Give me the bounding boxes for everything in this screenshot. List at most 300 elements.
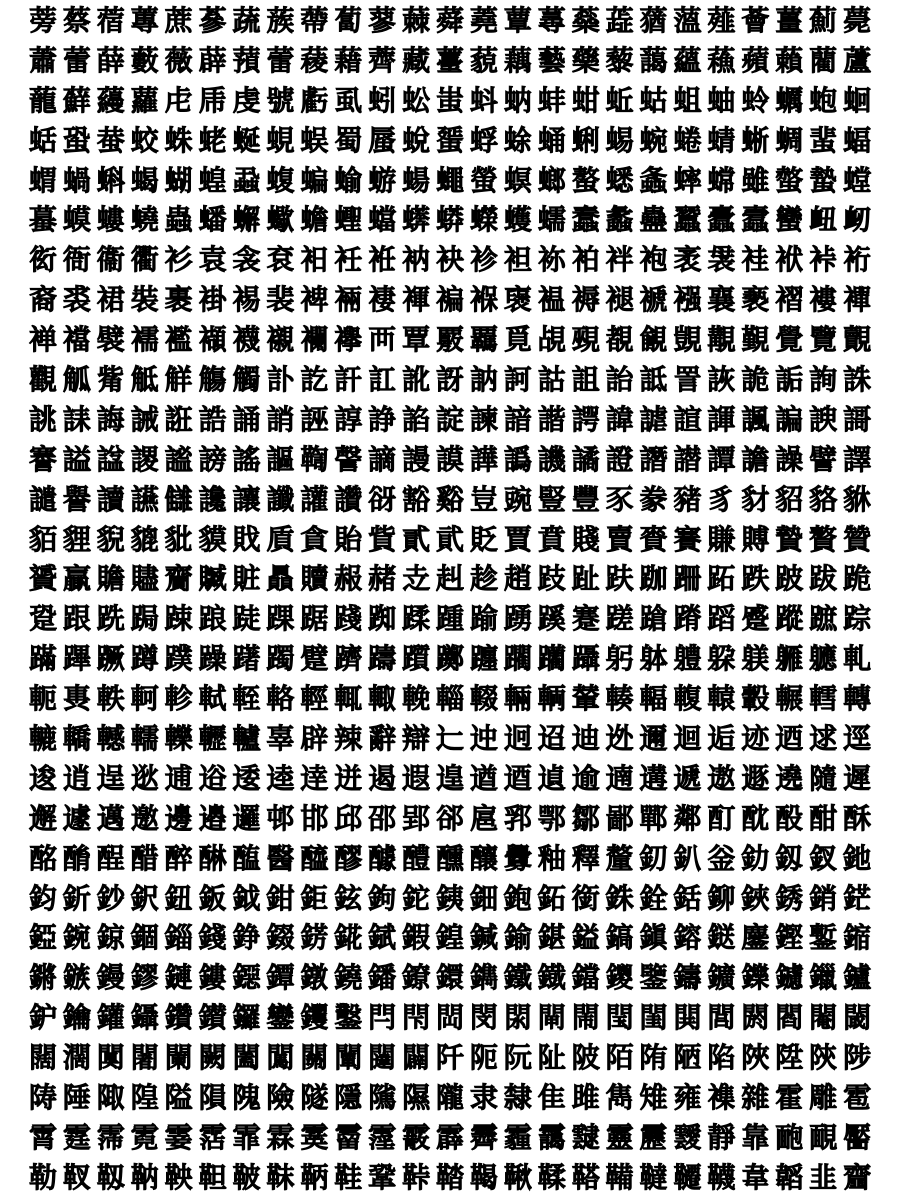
glyph-cell: 賣	[605, 522, 634, 556]
glyph-cell: 闔	[232, 1041, 261, 1075]
glyph-cell: 銹	[775, 881, 804, 915]
glyph-cell: 轅	[707, 682, 736, 716]
glyph-cell: 豈	[469, 482, 498, 516]
glyph-cell: 蓴	[130, 3, 159, 37]
glyph-cell: 錺	[300, 921, 329, 955]
glyph-cell: 錮	[130, 921, 159, 955]
glyph-cell: 霖	[266, 1120, 295, 1154]
glyph-cell: 軣	[62, 682, 91, 716]
glyph-cell: 谺	[368, 482, 397, 516]
glyph-cell: 閂	[368, 1001, 397, 1035]
glyph-cell: 蛬	[96, 123, 125, 157]
glyph-row	[26, 958, 874, 998]
glyph-cell: 蟲	[164, 203, 193, 237]
glyph-cell: 闕	[198, 1041, 227, 1075]
glyph-cell: 藹	[639, 43, 668, 77]
glyph-cell: 襪	[232, 323, 261, 357]
glyph-cell: 鑪	[843, 961, 872, 995]
glyph-cell: 蹙	[741, 602, 770, 636]
glyph-cell: 襌	[843, 283, 872, 317]
glyph-cell: 豼	[164, 522, 193, 556]
glyph-cell: 裹	[164, 283, 193, 317]
glyph-cell: 軾	[198, 682, 227, 716]
glyph-cell: 覦	[639, 323, 668, 357]
glyph-cell: 鏖	[741, 921, 770, 955]
glyph-cell: 濶	[62, 1041, 91, 1075]
glyph-cell: 薊	[809, 3, 838, 37]
glyph-cell: 贏	[62, 562, 91, 596]
glyph-cell: 閊	[436, 1001, 465, 1035]
glyph-cell: 鞅	[164, 1160, 193, 1194]
glyph-cell: 閖	[503, 1001, 532, 1035]
glyph-cell: 襦	[130, 323, 159, 357]
glyph-row	[26, 918, 874, 958]
glyph-cell: 袍	[639, 243, 668, 277]
glyph-cell: 閙	[571, 1001, 600, 1035]
glyph-row	[26, 1118, 874, 1158]
glyph-cell: 靨	[843, 1120, 872, 1154]
glyph-cell: 鐶	[436, 961, 465, 995]
glyph-cell: 褂	[198, 283, 227, 317]
glyph-cell: 贅	[809, 522, 838, 556]
glyph-cell: 鑛	[707, 961, 736, 995]
glyph-cell: 觴	[198, 362, 227, 396]
glyph-cell: 乕	[198, 83, 227, 117]
glyph-cell: 覬	[673, 323, 702, 357]
glyph-cell: 覊	[469, 323, 498, 357]
glyph-cell: 鑵	[96, 1001, 125, 1035]
glyph-cell: 迪	[571, 721, 600, 755]
glyph-cell: 蠧	[741, 203, 770, 237]
glyph-cell: 蚓	[368, 83, 397, 117]
glyph-cell: 軈	[809, 642, 838, 676]
glyph-cell: 鑚	[198, 1001, 227, 1035]
glyph-cell: 鎭	[639, 921, 668, 955]
glyph-cell: 閻	[775, 1001, 804, 1035]
glyph-cell: 躱	[707, 642, 736, 676]
glyph-cell: 遖	[605, 761, 634, 795]
glyph-cell: 軆	[673, 642, 702, 676]
glyph-cell: 鐐	[402, 961, 431, 995]
glyph-cell: 閔	[469, 1001, 498, 1035]
glyph-cell: 蕭	[28, 43, 57, 77]
glyph-cell: 靦	[809, 1120, 838, 1154]
glyph-cell: 鈬	[130, 881, 159, 915]
glyph-cell: 譽	[62, 482, 91, 516]
glyph-cell: 迸	[334, 761, 363, 795]
glyph-cell: 螂	[537, 163, 566, 197]
glyph-cell: 詛	[571, 362, 600, 396]
glyph-cell: 鞨	[469, 1160, 498, 1194]
glyph-cell: 跿	[232, 602, 261, 636]
glyph-cell: 邨	[266, 801, 295, 835]
glyph-cell: 輾	[775, 682, 804, 716]
glyph-cell: 訝	[436, 362, 465, 396]
glyph-cell: 蔟	[266, 3, 295, 37]
glyph-cell: 雎	[571, 1080, 600, 1114]
glyph-cell: 衞	[96, 243, 125, 277]
glyph-cell: 藐	[469, 43, 498, 77]
glyph-cell: 豐	[571, 482, 600, 516]
glyph-cell: 襾	[368, 323, 397, 357]
glyph-cell: 靄	[537, 1120, 566, 1154]
glyph-cell: 鞆	[300, 1160, 329, 1194]
glyph-cell: 跂	[537, 562, 566, 596]
glyph-row	[26, 161, 874, 201]
glyph-cell: 蜒	[232, 123, 261, 157]
glyph-cell: 褸	[809, 283, 838, 317]
glyph-cell: 醢	[232, 841, 261, 875]
glyph-row	[26, 440, 874, 480]
glyph-cell: 蘋	[741, 43, 770, 77]
glyph-cell: 跼	[130, 602, 159, 636]
glyph-cell: 霪	[368, 1120, 397, 1154]
glyph-cell: 藥	[571, 43, 600, 77]
glyph-cell: 諂	[402, 402, 431, 436]
glyph-row	[26, 998, 874, 1038]
glyph-cell: 靂	[639, 1120, 668, 1154]
glyph-cell: 蹼	[164, 642, 193, 676]
glyph-row	[26, 200, 874, 240]
glyph-row	[26, 679, 874, 719]
glyph-cell: 雖	[741, 163, 770, 197]
glyph-cell: 薤	[707, 3, 736, 37]
glyph-cell: 鐡	[537, 961, 566, 995]
glyph-cell: 蟠	[198, 203, 227, 237]
glyph-cell: 阨	[469, 1041, 498, 1075]
glyph-cell: 螯	[571, 163, 600, 197]
glyph-cell: 鎰	[571, 921, 600, 955]
glyph-cell: 隸	[503, 1080, 532, 1114]
glyph-cell: 鏝	[96, 961, 125, 995]
glyph-cell: 逍	[62, 761, 91, 795]
glyph-cell: 蝎	[130, 163, 159, 197]
glyph-cell: 輳	[605, 682, 634, 716]
glyph-cell: 蕣	[436, 3, 465, 37]
glyph-cell: 鑒	[639, 961, 668, 995]
glyph-cell: 褄	[368, 283, 397, 317]
glyph-cell: 靜	[707, 1120, 736, 1154]
glyph-cell: 霾	[503, 1120, 532, 1154]
glyph-cell: 赧	[334, 562, 363, 596]
glyph-cell: 蛯	[198, 123, 227, 157]
glyph-cell: 辣	[334, 721, 363, 755]
glyph-cell: 誑	[164, 402, 193, 436]
glyph-cell: 迹	[741, 721, 770, 755]
glyph-cell: 鈞	[28, 881, 57, 915]
glyph-cell: 蹤	[775, 602, 804, 636]
glyph-cell: 鏥	[843, 921, 872, 955]
glyph-cell: 鑰	[62, 1001, 91, 1035]
glyph-cell: 阯	[537, 1041, 566, 1075]
glyph-cell: 銜	[571, 881, 600, 915]
glyph-cell: 譌	[503, 442, 532, 476]
glyph-cell: 陞	[775, 1041, 804, 1075]
glyph-cell: 轂	[741, 682, 770, 716]
glyph-cell: 褪	[605, 283, 634, 317]
glyph-cell: 躋	[334, 642, 363, 676]
glyph-cell: 隶	[469, 1080, 498, 1114]
glyph-cell: 蝠	[843, 123, 872, 157]
glyph-cell: 謠	[232, 442, 261, 476]
glyph-cell: 褓	[469, 283, 498, 317]
glyph-cell: 蜻	[707, 123, 736, 157]
glyph-cell: 銖	[605, 881, 634, 915]
glyph-cell: 躑	[436, 642, 465, 676]
glyph-cell: 陂	[571, 1041, 600, 1075]
glyph-cell: 覯	[707, 323, 736, 357]
glyph-cell: 鋺	[62, 921, 91, 955]
glyph-cell: 跋	[809, 562, 838, 596]
glyph-cell: 踵	[436, 602, 465, 636]
glyph-cell: 轤	[232, 721, 261, 755]
glyph-cell: 輕	[300, 682, 329, 716]
glyph-cell: 關	[300, 1041, 329, 1075]
glyph-row	[26, 41, 874, 81]
glyph-cell: 裨	[300, 283, 329, 317]
glyph-cell: 薀	[673, 3, 702, 37]
glyph-cell: 蜚	[809, 123, 838, 157]
glyph-cell: 衙	[62, 243, 91, 277]
glyph-cell: 陲	[62, 1080, 91, 1114]
glyph-cell: 衂	[843, 203, 872, 237]
glyph-cell: 覃	[402, 323, 431, 357]
glyph-cell: 褞	[537, 283, 566, 317]
glyph-cell: 謾	[402, 442, 431, 476]
glyph-row	[26, 520, 874, 560]
glyph-cell: 贓	[198, 562, 227, 596]
glyph-cell: 躇	[232, 642, 261, 676]
glyph-cell: 鉗	[266, 881, 295, 915]
glyph-cell: 謫	[368, 442, 397, 476]
glyph-cell: 踈	[164, 602, 193, 636]
glyph-cell: 襃	[503, 283, 532, 317]
glyph-cell: 鞣	[537, 1160, 566, 1194]
glyph-cell: 郤	[436, 801, 465, 835]
glyph-cell: 諛	[809, 402, 838, 436]
glyph-cell: 陌	[605, 1041, 634, 1075]
glyph-cell: 逋	[164, 761, 193, 795]
glyph-cell: 蹕	[62, 642, 91, 676]
glyph-cell: 輹	[673, 682, 702, 716]
glyph-cell: 鐃	[334, 961, 363, 995]
glyph-cell: 韭	[809, 1160, 838, 1194]
glyph-cell: 醉	[164, 841, 193, 875]
glyph-cell: 誣	[300, 402, 329, 436]
glyph-cell: 醺	[436, 841, 465, 875]
glyph-cell: 錵	[334, 921, 363, 955]
glyph-cell: 蛟	[130, 123, 159, 157]
glyph-cell: 蛄	[639, 83, 668, 117]
glyph-cell: 躁	[198, 642, 227, 676]
glyph-cell: 閠	[605, 1001, 634, 1035]
glyph-cell: 袁	[198, 243, 227, 277]
glyph-cell: 譫	[741, 442, 770, 476]
glyph-cell: 薜	[198, 43, 227, 77]
glyph-cell: 蟇	[28, 203, 57, 237]
glyph-cell: 邱	[334, 801, 363, 835]
glyph-row	[26, 599, 874, 639]
glyph-cell: 蹐	[673, 602, 702, 636]
glyph-cell: 靫	[62, 1160, 91, 1194]
glyph-cell: 虔	[232, 83, 261, 117]
glyph-cell: 霄	[28, 1120, 57, 1154]
glyph-cell: 蔬	[232, 3, 261, 37]
glyph-cell: 闊	[28, 1041, 57, 1075]
glyph-cell: 鑢	[775, 961, 804, 995]
glyph-cell: 蠑	[469, 203, 498, 237]
glyph-cell: 阡	[436, 1041, 465, 1075]
glyph-row	[26, 839, 874, 879]
glyph-cell: 蝙	[300, 163, 329, 197]
glyph-cell: 蚯	[605, 83, 634, 117]
glyph-cell: 蹊	[537, 602, 566, 636]
glyph-cell: 遽	[62, 801, 91, 835]
glyph-cell: 郢	[402, 801, 431, 835]
glyph-cell: 觧	[164, 362, 193, 396]
glyph-cell: 貊	[28, 522, 57, 556]
glyph-cell: 蓿	[96, 3, 125, 37]
glyph-cell: 賈	[503, 522, 532, 556]
glyph-cell: 鋏	[741, 881, 770, 915]
glyph-cell: 蟶	[334, 203, 363, 237]
glyph-cell: 鎬	[605, 921, 634, 955]
glyph-cell: 賤	[571, 522, 600, 556]
glyph-cell: 蘰	[96, 83, 125, 117]
glyph-cell: 跖	[707, 562, 736, 596]
glyph-cell: 釿	[62, 881, 91, 915]
glyph-cell: 蕷	[232, 43, 261, 77]
glyph-cell: 貅	[843, 482, 872, 516]
glyph-cell: 邊	[164, 801, 193, 835]
glyph-cell: 躡	[571, 642, 600, 676]
glyph-cell: 蠣	[775, 83, 804, 117]
glyph-cell: 钁	[300, 1001, 329, 1035]
glyph-cell: 蘿	[130, 83, 159, 117]
glyph-cell: 覈	[436, 323, 465, 357]
glyph-cell: 邂	[28, 801, 57, 835]
glyph-cell: 隍	[130, 1080, 159, 1114]
glyph-cell: 薨	[843, 3, 872, 37]
glyph-cell: 險	[266, 1080, 295, 1114]
glyph-cell: 蕋	[605, 3, 634, 37]
glyph-cell: 訥	[469, 362, 498, 396]
glyph-cell: 鄂	[537, 801, 566, 835]
glyph-cell: 鎹	[707, 921, 736, 955]
glyph-cell: 諄	[334, 402, 363, 436]
glyph-cell: 陦	[28, 1080, 57, 1114]
glyph-row	[26, 1038, 874, 1078]
glyph-cell: 迢	[537, 721, 566, 755]
glyph-cell: 讓	[232, 482, 261, 516]
glyph-cell: 轆	[28, 721, 57, 755]
glyph-cell: 霍	[775, 1080, 804, 1114]
glyph-cell: 誡	[130, 402, 159, 436]
glyph-cell: 賚	[639, 522, 668, 556]
glyph-row	[26, 320, 874, 360]
glyph-cell: 陋	[673, 1041, 702, 1075]
glyph-cell: 鞁	[232, 1160, 261, 1194]
glyph-cell: 蟀	[673, 163, 702, 197]
glyph-cell: 錚	[232, 921, 261, 955]
glyph-cell: 鈩	[28, 1001, 57, 1035]
glyph-cell: 袂	[436, 243, 465, 277]
glyph-cell: 誄	[62, 402, 91, 436]
glyph-cell: 韆	[673, 1160, 702, 1194]
glyph-cell: 貘	[198, 522, 227, 556]
glyph-cell: 蔘	[198, 3, 227, 37]
glyph-cell: 蝨	[232, 163, 261, 197]
glyph-cell: 跛	[775, 562, 804, 596]
glyph-cell: 蚫	[809, 83, 838, 117]
glyph-cell: 賻	[741, 522, 770, 556]
glyph-cell: 褶	[775, 283, 804, 317]
glyph-cell: 霹	[436, 1120, 465, 1154]
glyph-cell: 袱	[775, 243, 804, 277]
glyph-cell: 襞	[96, 323, 125, 357]
glyph-cell: 諡	[96, 442, 125, 476]
glyph-cell: 韋	[741, 1160, 770, 1194]
glyph-cell: 袒	[503, 243, 532, 277]
glyph-cell: 韜	[775, 1160, 804, 1194]
glyph-cell: 裙	[96, 283, 125, 317]
glyph-cell: 譴	[28, 482, 57, 516]
glyph-cell: 逕	[843, 721, 872, 755]
glyph-cell: 靺	[266, 1160, 295, 1194]
glyph-cell: 蠹	[707, 203, 736, 237]
glyph-cell: 鐵	[503, 961, 532, 995]
glyph-cell: 蹂	[402, 602, 431, 636]
glyph-cell: 訃	[266, 362, 295, 396]
glyph-cell: 蔗	[164, 3, 193, 37]
glyph-cell: 讙	[300, 482, 329, 516]
glyph-cell: 錏	[28, 921, 57, 955]
glyph-cell: 蕀	[402, 3, 431, 37]
glyph-cell: 隗	[232, 1080, 261, 1114]
glyph-cell: 蒡	[28, 3, 57, 37]
glyph-cell: 邯	[300, 801, 329, 835]
glyph-cell: 鐚	[232, 961, 261, 995]
glyph-cell: 號	[266, 83, 295, 117]
glyph-cell: 譟	[775, 442, 804, 476]
glyph-cell: 讚	[334, 482, 363, 516]
glyph-cell: 跟	[62, 602, 91, 636]
glyph-cell: 薈	[741, 3, 770, 37]
glyph-cell: 蜍	[503, 123, 532, 157]
glyph-cell: 貶	[469, 522, 498, 556]
glyph-cell: 訐	[334, 362, 363, 396]
glyph-cell: 躅	[266, 642, 295, 676]
glyph-cell: 跪	[843, 562, 872, 596]
glyph-cell: 靹	[130, 1160, 159, 1194]
glyph-cell: 覿	[843, 323, 872, 357]
glyph-cell: 諍	[368, 402, 397, 436]
glyph-cell: 鄰	[673, 801, 702, 835]
glyph-cell: 蛆	[673, 83, 702, 117]
glyph-row	[26, 759, 874, 799]
glyph-cell: 豎	[537, 482, 566, 516]
glyph-cell: 蘊	[673, 43, 702, 77]
glyph-cell: 藉	[334, 43, 363, 77]
glyph-row	[26, 639, 874, 679]
glyph-cell: 跚	[673, 562, 702, 596]
glyph-cell: 迚	[469, 721, 498, 755]
glyph-cell: 譬	[809, 442, 838, 476]
glyph-cell: 贄	[775, 522, 804, 556]
glyph-cell: 鑠	[741, 961, 770, 995]
glyph-cell: 鏗	[775, 921, 804, 955]
glyph-cell: 迥	[503, 721, 532, 755]
